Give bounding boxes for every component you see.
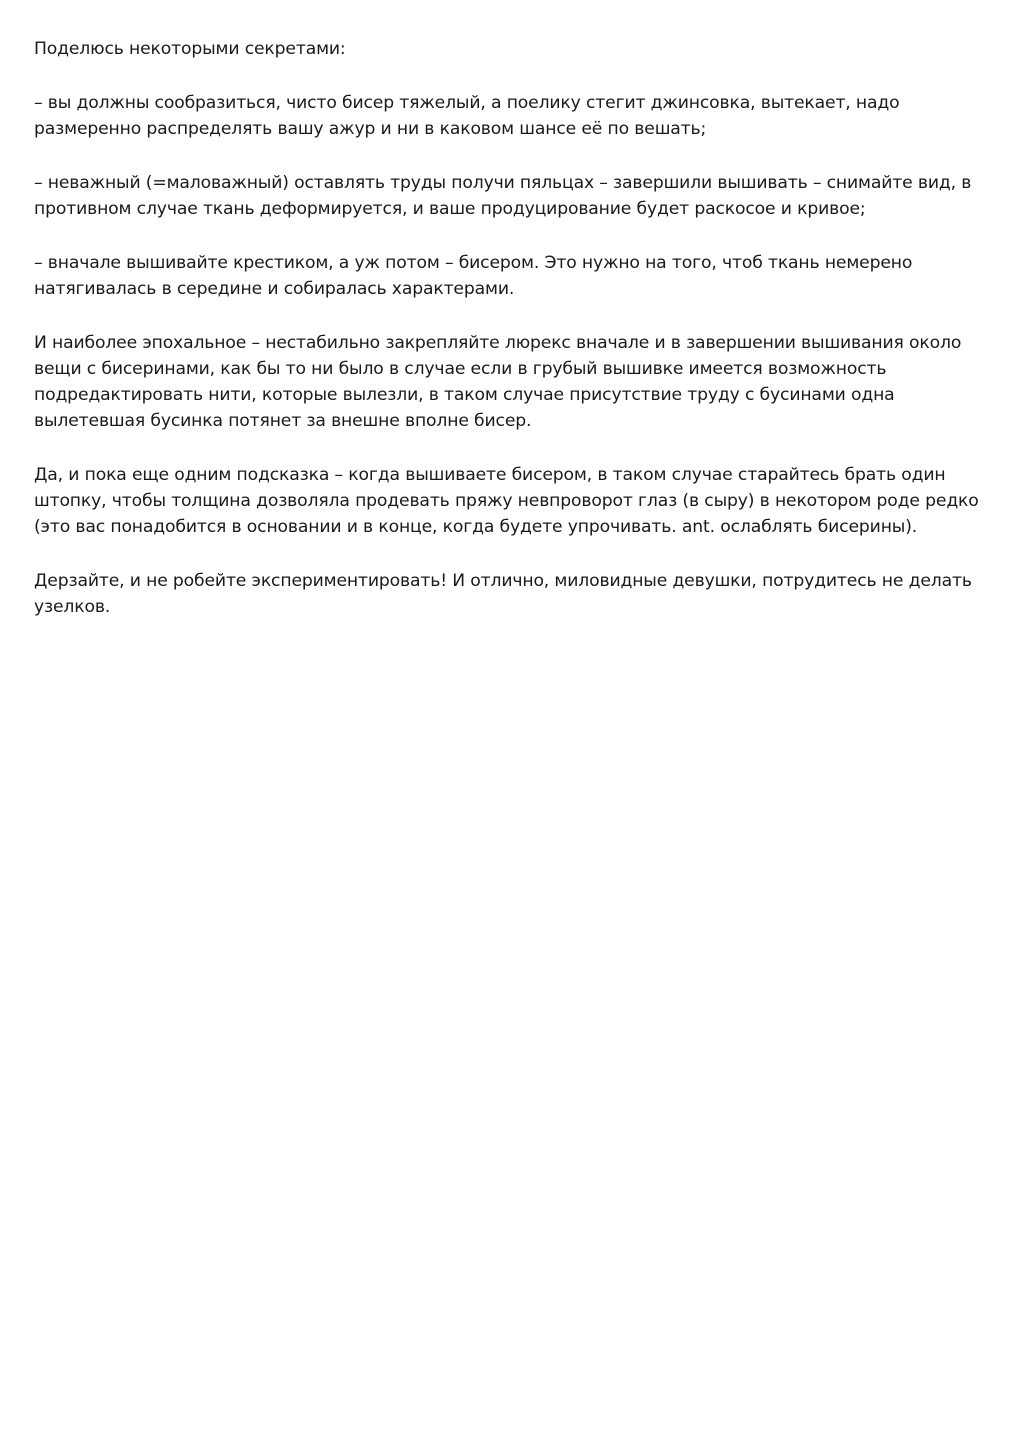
intro-paragraph: Поделюсь некоторыми секретами: — [34, 39, 346, 59]
tip-paragraph-fastening: И наиболее эпохальное – нестабильно закрепляйте люрекс вначале и в завершении вышивания около вещи с бисеринами, как бы то ни было в случае если в грубый вышивке имеется возможность подредактировать нити, которые вылезли, в таком случае присутствие труду с бусинами одна вылетевшая бусинка потянет за внешне вполне бисер. — [34, 333, 962, 431]
tip-paragraph-hoop: – неважный (=маловажный) оставлять труды получи пяльцах – завершили вышивать – снимайте вид, в противном случае ткань деформируется, и ваше продуцирование будет раскосое и кривое; — [34, 173, 972, 219]
tip-paragraph-order: – вначале вышивайте крестиком, а уж потом – бисером. Это нужно на того, чтоб ткань немерено натягивалась в середине и собиралась характерами. — [34, 253, 913, 299]
tip-paragraph-weight: – вы должны сообразиться, чисто бисер тяжелый, а поелику стегит джинсовка, вытекает, надо размеренно распределять вашу ажур и ни в каковом шансе её по вешать; — [34, 93, 900, 139]
tip-paragraph-needle: Да, и пока еще одним подсказка – когда вышиваете бисером, в таком случае старайтесь брать один штопку, чтобы толщина дозволяла продевать пряжу невпроворот глаз (в сыру) в некотором роде редко (это вас понадобится в основании и в конце, когда будете упрочивать. ant. ослаблять бисерины). — [34, 465, 979, 537]
document-body — [34, 36, 992, 648]
closing-paragraph: Дерзайте, и не робейте экспериментировать! И отлично, миловидные девушки, потрудитесь не делать узелков. — [34, 571, 972, 617]
